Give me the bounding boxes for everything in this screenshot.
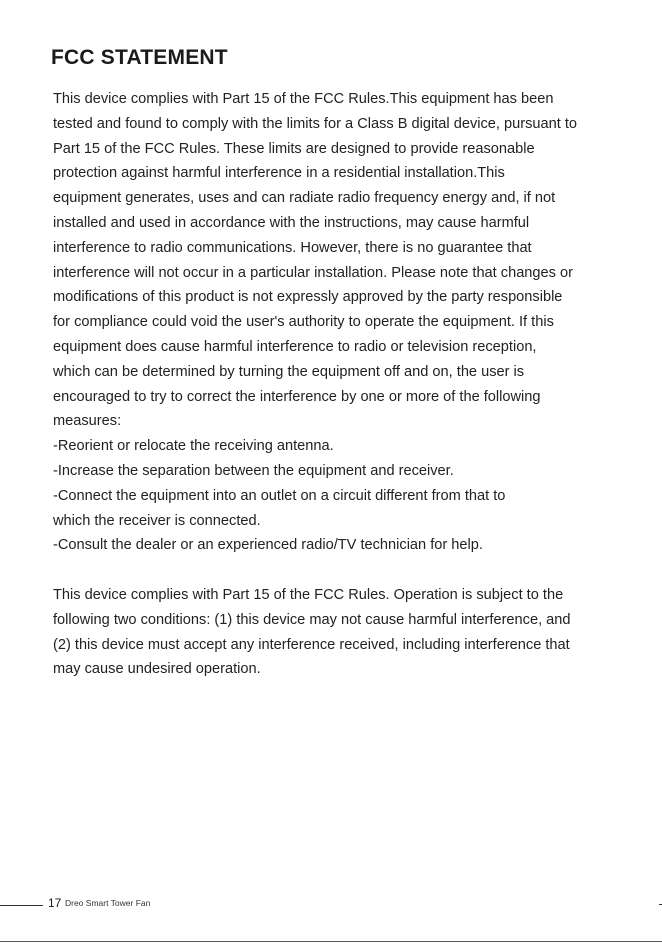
- text-line: interference will not occur in a particular installation. Please note that changes or: [53, 264, 573, 281]
- footer-divider: [0, 905, 43, 906]
- page-footer: [0, 896, 662, 912]
- text-line: for compliance could void the user's authority to operate the equipment. If this: [53, 314, 554, 331]
- text-line: protection against harmful interference in a residential installation.This: [53, 165, 505, 182]
- page-number: 17: [48, 896, 62, 910]
- paragraph-1: [53, 87, 613, 558]
- page-title: FCC STATEMENT: [51, 46, 228, 69]
- text-line: Part 15 of the FCC Rules. These limits are designed to provide reasonable: [53, 140, 535, 157]
- text-line: This device complies with Part 15 of the FCC Rules. Operation is subject to the: [53, 586, 564, 603]
- measure-item: -Reorient or relocate the receiving antenna.: [53, 438, 334, 455]
- text-line: interference to radio communications. However, there is no guarantee that: [53, 239, 532, 256]
- text-line: equipment generates, uses and can radiate radio frequency energy and, if not: [53, 190, 556, 207]
- text-line: following two conditions: (1) this device may not cause harmful interference, and: [53, 611, 571, 628]
- footer-product-name: Dreo Smart Tower Fan: [65, 898, 151, 908]
- text-line: which can be determined by turning the equipment off and on, the user is: [53, 363, 525, 380]
- paragraph-2: [53, 583, 613, 682]
- statement-body: [53, 87, 613, 682]
- measure-item-continued: which the receiver is connected.: [53, 512, 261, 529]
- text-line: encouraged to try to correct the interference by one or more of the following: [53, 388, 541, 405]
- text-line: installed and used in accordance with the instructions, may cause harmful: [53, 214, 530, 231]
- text-line: measures:: [53, 413, 122, 430]
- text-line: This device complies with Part 15 of the FCC Rules.This equipment has been: [53, 91, 554, 107]
- text-line: tested and found to comply with the limits for a Class B digital device, pursuant to: [53, 115, 578, 132]
- page-bottom-border: [0, 941, 662, 942]
- text-line: may cause undesired operation.: [53, 661, 261, 678]
- text-line: (2) this device must accept any interference received, including interference that: [53, 636, 570, 653]
- paragraph-spacer: [53, 558, 613, 583]
- measure-item: -Connect the equipment into an outlet on a circuit different from that to: [53, 487, 506, 504]
- measure-item: -Increase the separation between the equipment and receiver.: [53, 462, 454, 479]
- text-line: equipment does cause harmful interference to radio or television reception,: [53, 338, 537, 355]
- measure-item: -Consult the dealer or an experienced radio/TV technician for help.: [53, 537, 483, 554]
- text-line: modifications of this product is not expressly approved by the party responsible: [53, 289, 563, 306]
